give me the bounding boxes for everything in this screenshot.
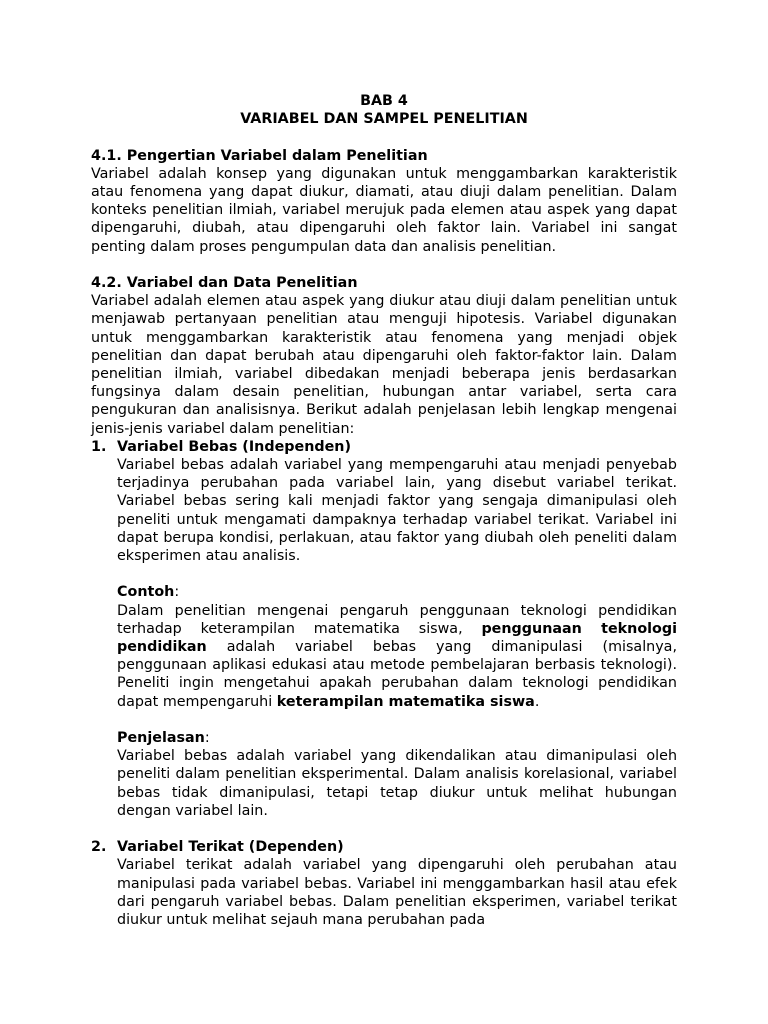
list-item-variabel-bebas <box>91 438 677 820</box>
spacer <box>91 256 677 274</box>
spacer <box>117 711 677 729</box>
spacer <box>117 565 677 583</box>
penjelasan-label: Penjelasan: <box>117 730 210 747</box>
chapter-title: VARIABEL DAN SAMPEL PENELITIAN <box>240 111 528 128</box>
contoh-text: Dalam penelitian mengenai pengaruh penggunaan teknologi pendidikan terhadap keterampilan matematika siswa, penggunaan teknologi pendidikan adalah variabel bebas yang dimanipulasi (misalnya, penggunaan aplikasi edukasi atau metode pembelajaran berbasis teknologi). Peneliti ingin mengetahui apakah perubahan dalam teknologi pendidikan dapat mempengaruhi keterampilan matematika siswa. <box>117 602 678 710</box>
section-4-1-heading: 4.1. Pengertian Variabel dalam Penelitian <box>91 147 428 164</box>
spacer <box>91 128 677 146</box>
chapter-number: BAB 4 <box>360 93 408 109</box>
section-4-2-heading: 4.2. Variabel dan Data Penelitian <box>91 275 358 291</box>
contoh-label: Contoh: <box>117 584 180 601</box>
list-item-title: Variabel Bebas (Independen) <box>117 438 352 455</box>
spacer <box>91 820 677 838</box>
list-item-variabel-terikat <box>91 838 677 929</box>
document-page <box>91 92 677 929</box>
list-number: 1. <box>91 438 107 455</box>
list-number: 2. <box>91 839 107 856</box>
penjelasan-text: Variabel bebas adalah variabel yang dikendalikan atau dimanipulasi oleh peneliti dalam penelitian eksperimental. Dalam analisis korelasional, variabel bebas tidak dimanipulasi, tetapi tetap diukur untuk melihat hubungan dengan variabel lain. <box>117 748 677 819</box>
list-item-title: Variabel Terikat (Dependen) <box>117 839 344 856</box>
list-item-body: Variabel bebas adalah variabel yang mempengaruhi atau menjadi penyebab terjadinya perubahan pada variabel lain, yang disebut variabel terikat. Variabel bebas sering kali menjadi faktor yang sengaja dimanipulasi oleh peneliti untuk mengamati dampaknya terhadap variabel terikat. Variabel ini dapat berupa kondisi, perlakuan, atau faktor yang diubah oleh peneliti dalam eksperimen atau analisis. <box>117 457 677 565</box>
section-4-1-body: Variabel adalah konsep yang digunakan untuk menggambarkan karakteristik atau fenomena yang dapat diukur, diamati, atau diuji dalam penelitian. Dalam konteks penelitian ilmiah, variabel merujuk pada elemen atau aspek yang dapat dipengaruhi, diubah, atau dipengaruhi oleh faktor lain. Variabel ini sangat penting dalam proses pengumpulan data dan analisis penelitian. <box>91 165 677 255</box>
list-item-body: Variabel terikat adalah variabel yang dipengaruhi oleh perubahan atau manipulasi pada variabel bebas. Variabel ini menggambarkan hasil atau efek dari pengaruh variabel bebas. Dalam penelitian eksperimen, variabel terikat diukur untuk melihat sejauh mana perubahan pada <box>117 857 677 929</box>
section-4-2-body: Variabel adalah elemen atau aspek yang diukur atau diuji dalam penelitian untuk menjawab pertanyaan penelitian atau menguji hipotesis. Variabel digunakan untuk menggambarkan karakteristik atau fenomena yang menjadi objek penelitian dan dapat berubah atau dipengaruhi oleh faktor-faktor lain. Dalam penelitian ilmiah, variabel dibedakan menjadi beberapa jenis berdasarkan fungsinya dalam desain penelitian, hubungan antar variabel, serta cara pengukuran dan analisisnya. Berikut adalah penjelasan lebih lengkap mengenai jenis-jenis variabel dalam penelitian: <box>91 293 677 437</box>
